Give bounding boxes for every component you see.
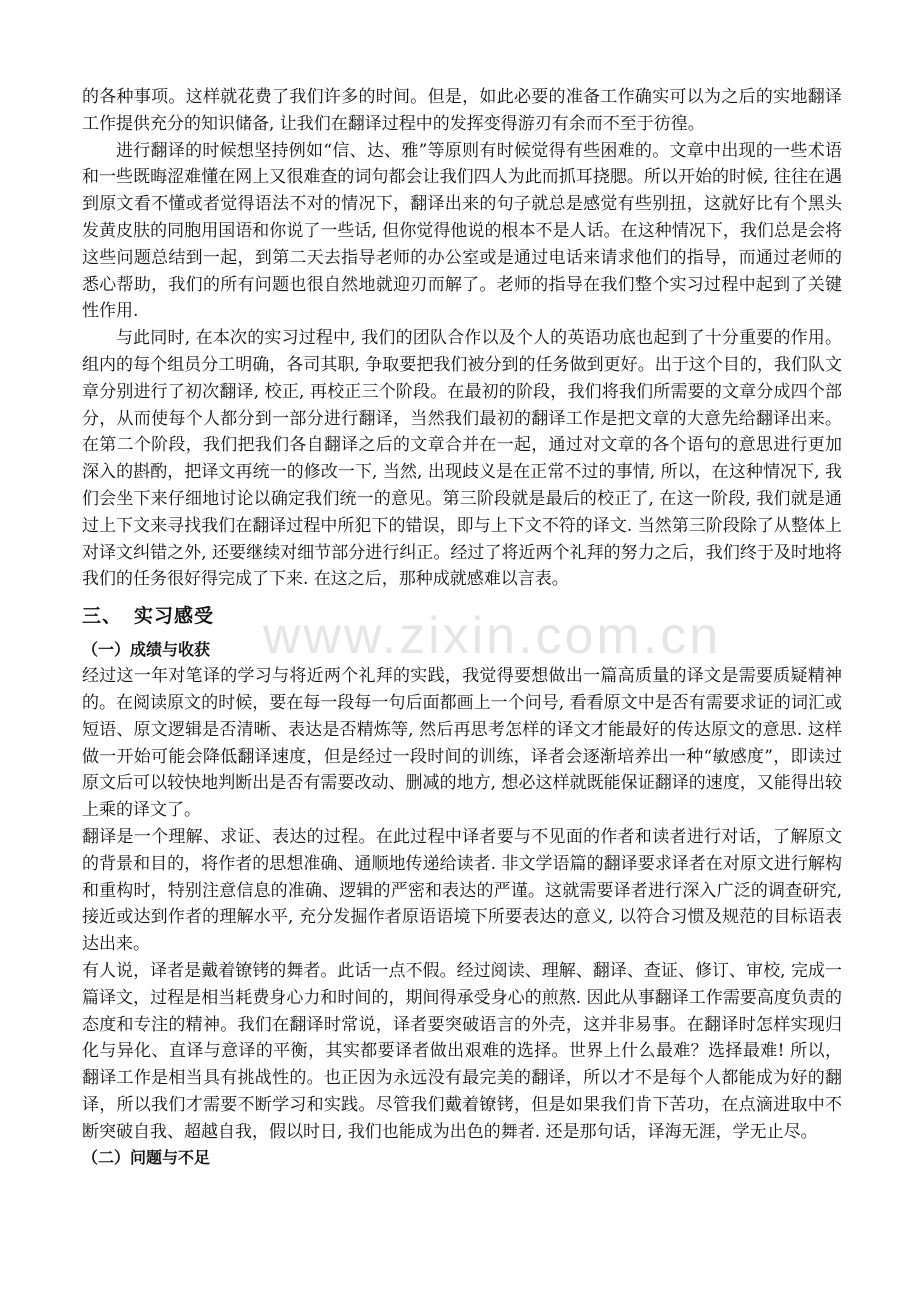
subsection-heading: （二）问题与不足 (82, 1148, 211, 1168)
document-page (82, 84, 842, 1171)
section-number: 三、 (82, 605, 123, 628)
body-paragraph: 的各种事项。这样就花费了我们许多的时间。但是，如此必要的准备工作确实可以为之后的实地翻译工作提供充分的知识储备, 让我们在翻译过程中的发挥变得游刃有余而不至于彷徨。 (82, 87, 842, 134)
subsection-heading: （一）成绩与收获 (82, 640, 211, 660)
watermark: www.zixin.com.cn (262, 607, 722, 665)
body-paragraph: 与此同时, 在本次的实习过程中, 我们的团队合作以及个人的英语功底也起到了十分重要的作用。组内的每个组员分工明确，各司其职, 争取要把我们被分到的任务做到更好。出于这个目的，我们队文章分别进行了初次翻译, 校正, 再校正三个阶段。在最初的阶段，我们将我们所需要的文章分成四个部分，从而使每个人都分到一部分进行翻译，当然我们最初的翻译工作是把文章的大意先给翻译出来。在第二个阶段，我们把我们各自翻译之后的文章合并在一起，通过对文章的各个语句的意思进行更加深入的斟酌，把译文再统一的修改一下, 当然, 出现歧义是在正常不过的事情, 所以，在这种情况下, 我们会坐下来仔细地讨论以确定我们统一的意见。第三阶段就是最后的校正了, 在这一阶段, 我们就是通过上下文来寻找我们在翻译过程中所犯下的错误，即与上下文不符的译文. 当然第三阶段除了从整体上对译文纠错之外, 还要继续对细节部分进行纠正。经过了将近两个礼拜的努力之后，我们终于及时地将我们的任务很好得完成了下来. 在这之后，那种成就感难以言表。 (82, 328, 842, 590)
body-paragraph: 经过这一年对笔译的学习与将近两个礼拜的实践，我觉得要想做出一篇高质量的译文是需要质疑精神的。在阅读原文的时候，要在每一段每一句后面都画上一个问号, 看看原文中是否有需要求证的词汇或短语、原文逻辑是否清晰、表达是否精炼等, 然后再思考怎样的译文才能最好的传达原文的意思. 这样做一开始可能会降低翻译速度，但是经过一段时间的训练，译者会逐渐培养出一种“敏感度”，即读过原文后可以较快地判断出是否有需要改动、删减的地方, 想必这样就既能保证翻译的速度，又能得出较上乘的译文了。 (82, 666, 842, 821)
section-heading (82, 601, 842, 631)
body-paragraph: 翻译是一个理解、求证、表达的过程。在此过程中译者要与不见面的作者和读者进行对话，了解原文的背景和目的，将作者的思想准确、通顺地传递给读者. 非文学语篇的翻译要求译者在对原文进行解构和重构时，特别注意信息的准确、逻辑的严密和表达的严谨。这就需要译者进行深入广泛的调查研究, 接近或达到作者的理解水平, 充分发掘作者原语语境下所要表达的意义, 以符合习惯及规范的目标语表达出来。 (82, 826, 842, 955)
body-paragraph: 有人说，译者是戴着镣铐的舞者。此话一点不假。经过阅读、理解、翻译、查证、修订、审校, 完成一篇译文，过程是相当耗费身心力和时间的，期间得承受身心的煎熬. 因此从事翻译工作需要高度负责的态度和专注的精神。我们在翻译时常说，译者要突破语言的外壳，这并非易事。在翻译时怎样实现归化与异化、直译与意译的平衡，其实都要译者做出艰难的选择。世界上什么最难？选择最难! 所以，翻译工作是相当具有挑战性的。也正因为永远没有最完美的翻译，所以才不是每个人都能成为好的翻译，所以我们才需要不断学习和实践。尽管我们戴着镣铐，但是如果我们肯下苦功，在点滴进取中不断突破自我、超越自我，假以时日, 我们也能成为出色的舞者. 还是那句话，译海无涯，学无止尽。 (82, 960, 842, 1142)
body-paragraph: 进行翻译的时候想坚持例如“信、达、雅”等原则有时候觉得有些困难的。文章中出现的一些术语和一些既晦涩难懂在网上又很难查的词句都会让我们四人为此而抓耳挠腮。所以开始的时候, 往往在遇到原文看不懂或者觉得语法不对的情况下，翻译出来的句子就总是感觉有些别扭，这就好比有个黑头发黄皮肤的同胞用国语和你说了一些话, 但你觉得他说的根本不是人话。在这种情况下，我们总是会将这些问题总结到一起，到第二天去指导老师的办公室或是通过电话来请求他们的指导，而通过老师的悉心帮助，我们的所有问题也很自然地就迎刃而解了。老师的指导在我们整个实习过程中起到了关键性作用. (82, 140, 842, 322)
section-title: 实习感受 (134, 605, 215, 628)
